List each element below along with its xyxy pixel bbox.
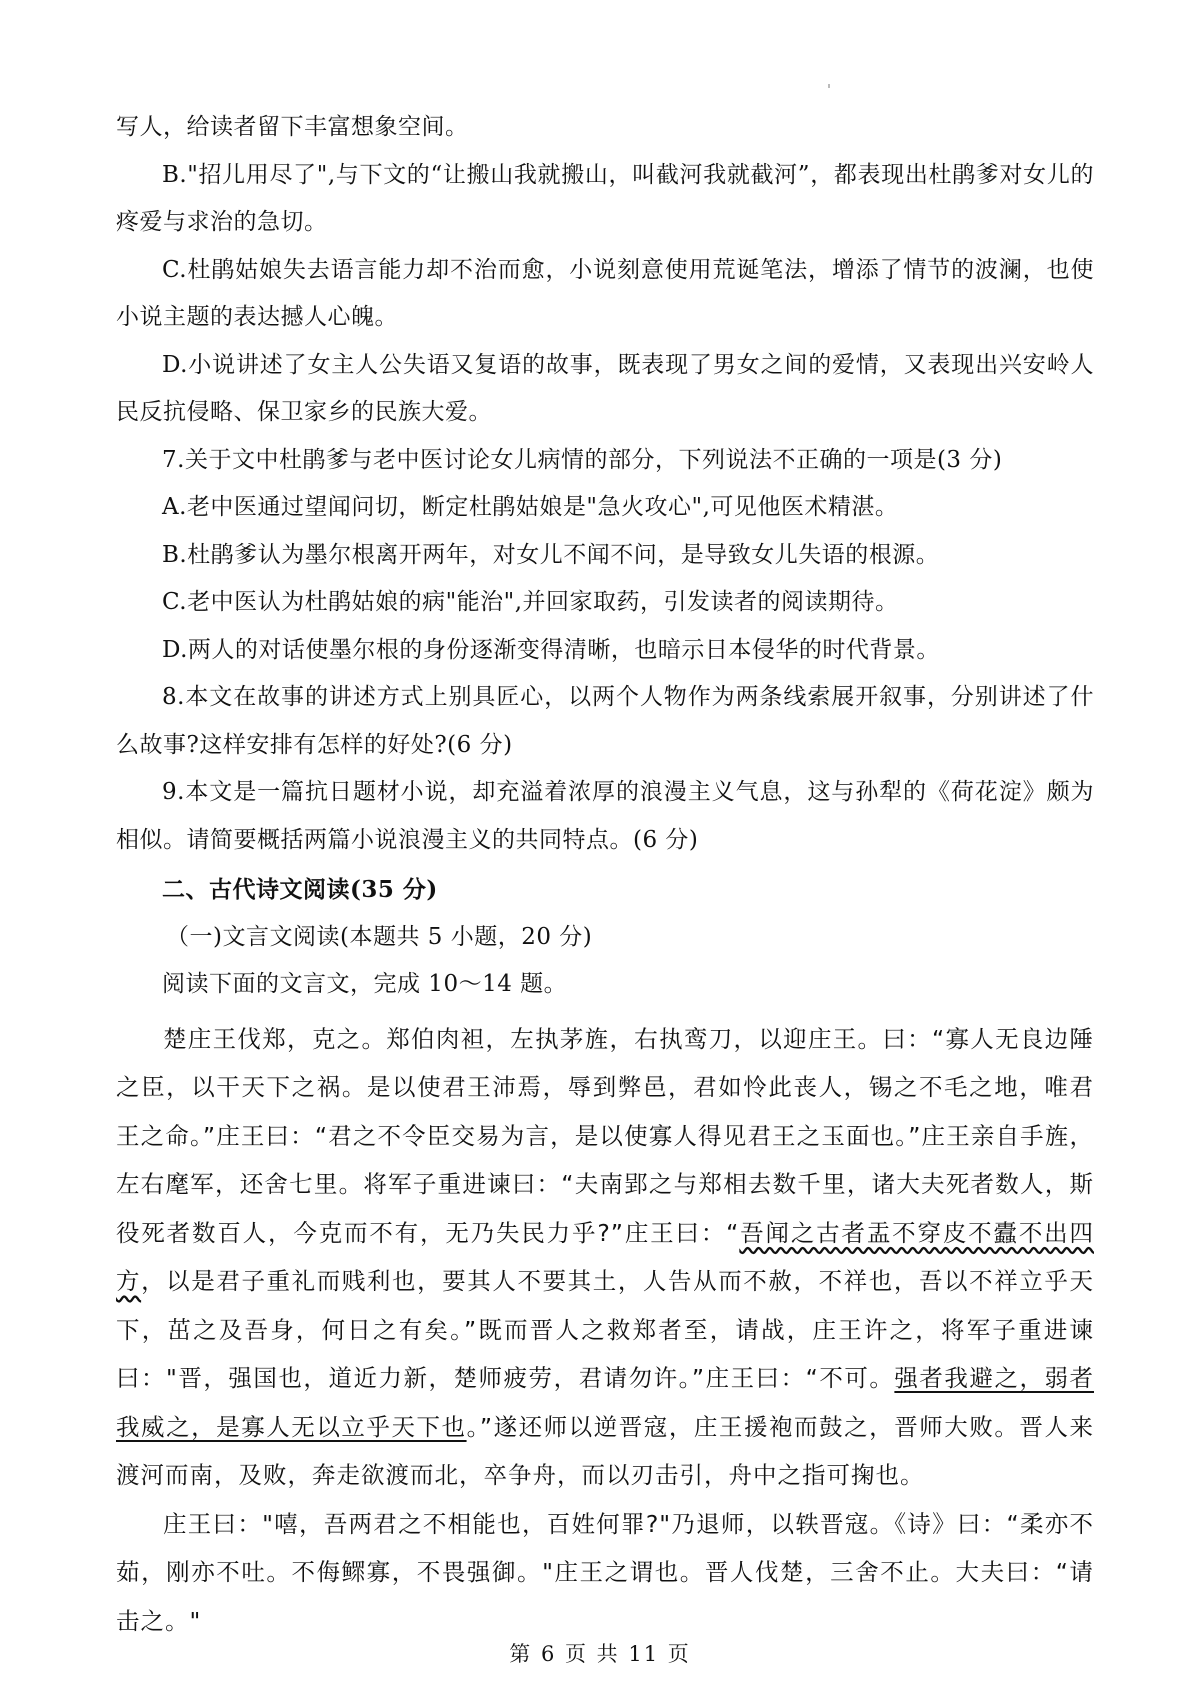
passage-text: 楚庄王伐郑，克之。郑伯肉袒，左执茅旌，右执鸾刀，以迎庄王。曰：“寡人无良边陲之臣，以干天下之祸。是以使君王沛焉，辱到弊邑，君如怜此丧人，锡之不毛之地，唯君王之命。”庄王曰：“君之不令臣交易为言，是以使寡人得见君王之玉面也。”庄王亲自手旌，左右麾军，还舍七里。将军子重进谏曰：“夫南郢之与郑相去数千里，诸大夫死者数人，斯役死者数百人，今克而不有，无乃失民力乎?”庄王曰：“ [116,1024,1094,1247]
q7-option-c: C.老中医认为杜鹃姑娘的病"能治",并回家取药，引发读者的阅读期待。 [162,589,899,615]
passage-text: ，以是君子重礼而贱利也，要其人不要其土，人告从而不赦，不祥也，吾以不祥立乎天下，茁之及吾身，何日之有矣。”既而晋人之救郑者至，请战，庄王许之，将军子重进谏曰："晋，强国也，道近力新，楚师疲劳，君请勿许。”庄王曰：“不可。 [116,1267,1095,1392]
passage-text: 。”遂还师以逆晋寇，庄王援袍而鼓之，晋师大败。晋人来渡河而南，及败，奔走欲渡而北，卒争舟，而以刃击引，舟中之指可掬也。 [116,1412,1094,1489]
scan-mark [828,84,830,88]
q6-option-b: B."招儿用尽了",与下文的“让搬山我就搬山，叫截河我就截河”，都表现出杜鹃爹对女儿的疼爱与求治的急切。 [116,161,1094,235]
q6-option-d: D.小说讲述了女主人公失语又复语的故事，既表现了男女之间的爱情，又表现出兴安岭人民反抗侵略、保卫家乡的民族大爱。 [116,351,1094,425]
wavy-underlined-text: 吾闻之古者盂不穿皮不蠹不出四方 [116,1218,1094,1295]
section-2-title: 二、古代诗文阅读(35 分) [162,876,438,903]
passage-paragraph-2: 庄王曰："嘻，吾两君之不相能也，百姓何罪?"乃退师，以轶晋寇。《诗》曰：“柔亦不茹，刚亦不吐。不侮鳏寡，不畏强御。"庄王之谓也。晋人伐楚，三舍不止。大夫曰：“请击之。" [116,1509,1094,1635]
q7-option-b: B.杜鹃爹认为墨尔根离开两年，对女儿不闻不问，是导致女儿失语的根源。 [162,541,940,568]
continuation-text: 写人，给读者留下丰富想象空间。 [116,114,469,140]
q9-text: 9.本文是一篇抗日题材小说，却充溢着浓厚的浪漫主义气息，这与孙犁的《荷花淀》颇为相似。请简要概括两篇小说浪漫主义的共同特点。(6 分) [116,779,1094,853]
q6-option-c: C.杜鹃姑娘失去语言能力却不治而愈，小说刻意使用荒诞笔法，增添了情节的波澜，也使小说主题的表达撼人心魄。 [116,256,1094,330]
q7-option-a: A.老中医通过望闻问切，断定杜鹃姑娘是"急火攻心",可见他医术精湛。 [162,494,899,520]
reading-instruction: 阅读下面的文言文，完成 10～14 题。 [162,971,568,997]
underlined-sentence: 强者我避之，弱者我威之，是寡人无以立乎天下也 [116,1364,1094,1441]
section-2-subtitle: （一)文言文阅读(本题共 5 小题，20 分) [166,923,593,950]
q7-option-d: D.两人的对话使墨尔根的身份逐渐变得清晰，也暗示日本侵华的时代背景。 [162,636,940,663]
page-footer: 第 6 页 共 11 页 [509,1642,691,1666]
page-content [116,104,1094,1645]
q7-stem: 7.关于文中杜鹃爹与老中医讨论女儿病情的部分，下列说法不正确的一项是(3 分) [162,446,1003,473]
q8-text: 8.本文在故事的讲述方式上别具匠心，以两个人物作为两条线索展开叙事，分别讲述了什么故事?这样安排有怎样的好处?(6 分) [116,684,1094,758]
passage-paragraph-1 [116,1015,1094,1500]
